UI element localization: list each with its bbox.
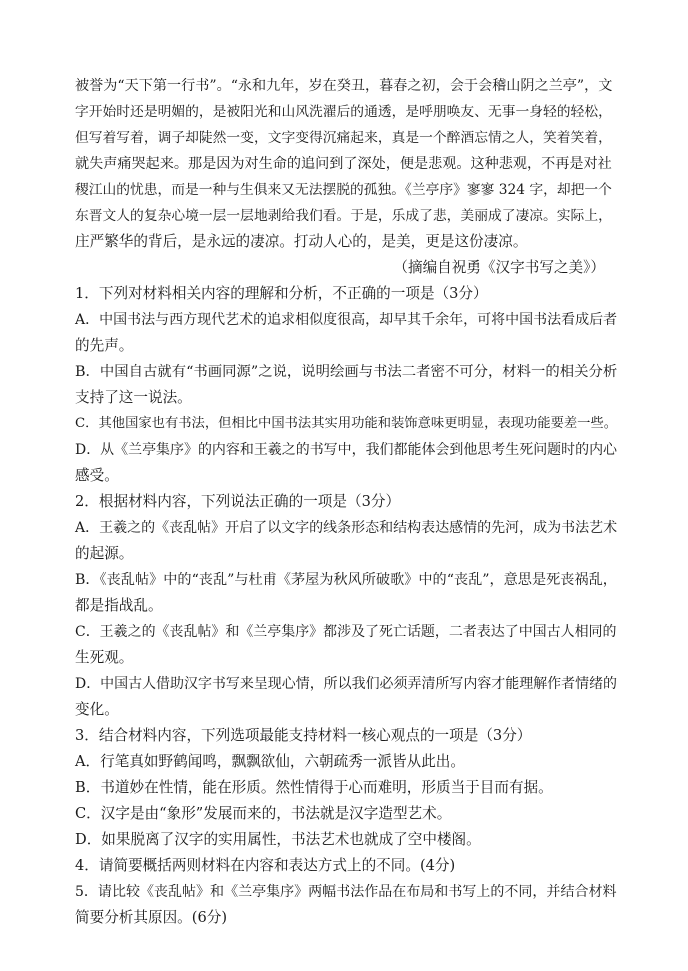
question-5-stem-cont: 简要分析其原因。(6分): [75, 909, 228, 926]
question-3-option-b: B．书道妙在性情，能在形质。然性情得于心而难明，形质当于目而有据。: [75, 779, 553, 796]
question-2-stem: 2．根据材料内容，下列说法正确的一项是（3分）: [75, 493, 401, 510]
question-1-option-a: A．中国书法与西方现代艺术的追求相似度很高，却早其千余年，可将中国书法看成后者: [75, 312, 618, 328]
question-4: [75, 853, 620, 879]
question-1-option-a-cont: 的先声。: [75, 337, 134, 354]
question-2-option-b-cont: 都是指战乱。: [75, 597, 163, 614]
passage-line: 被誉为“天下第一行书”。“永和九年，岁在癸丑，暮春之初，会于会稽山阴之兰亭”，文: [75, 78, 613, 94]
question-3-option-c: C．汉字是由“象形”发展而来的，书法就是汉字造型艺术。: [75, 805, 452, 822]
question-3-option-d: D．如果脱离了汉字的实用属性，书法艺术也就成了空中楼阁。: [75, 831, 481, 848]
question-2-option-d: D．中国古人借助汉字书写来呈现心情，所以我们必须弄清所写内容才能理解作者情绪的: [75, 676, 618, 692]
question-2-option-c-cont: 生死观。: [75, 649, 134, 666]
question-1: [75, 281, 620, 489]
passage-line: 稷江山的忧患，而是一种与生俱来又无法摆脱的孤独。《兰亭序》寥寥 324 字，却把一个: [75, 182, 612, 198]
question-1-option-b-cont: 支持了这一说法。: [75, 389, 192, 406]
question-2: [75, 489, 620, 723]
question-3-option-a: A．行笔真如野鹤闻鸣，飘飘欲仙，六朝疏秀一派皆从此出。: [75, 753, 465, 770]
question-2-option-c: C．王羲之的《丧乱帖》和《兰亭集序》都涉及了死亡话题，二者表达了中国古人相同的: [75, 624, 617, 640]
question-1-option-b: B．中国自古就有“书画同源”之说，说明绘画与书法二者密不可分，材料一的相关分析: [75, 364, 618, 380]
question-4-stem: 4．请简要概括两则材料在内容和表达方式上的不同。(4分): [75, 857, 456, 874]
passage-paragraph: [75, 73, 615, 255]
question-2-option-a: A．王羲之的《丧乱帖》开启了以文字的线条形态和结构表达感情的先河，成为书法艺术: [75, 520, 618, 536]
question-3: [75, 723, 620, 853]
question-3-stem: 3．结合材料内容，下列选项最能支持材料一核心观点的一项是（3分）: [75, 727, 532, 744]
question-2-option-a-cont: 的起源。: [75, 545, 134, 562]
passage-line: 但写着写着，调子却陡然一变，文字变得沉痛起来，真是一个醉酒忘情之人，笑着笑着，: [75, 130, 612, 146]
passage-line: 字开始时还是明媚的，是被阳光和山风洗濯后的通透，是呼朋唤友、无事一身轻的轻松，: [75, 104, 612, 120]
question-1-option-c: C．其他国家也有书法，但相比中国书法其实用功能和装饰意味更明显，表现功能要差一些。: [75, 416, 618, 431]
question-2-option-d-cont: 变化。: [75, 701, 119, 718]
passage-source: （摘编自祝勇《汉字书写之美》）: [393, 259, 605, 276]
passage-line: 东晋文人的复杂心境一层一层地剥给我们看。于是，乐成了悲，美丽成了凄凉。实际上，: [75, 208, 612, 224]
question-5: [75, 879, 620, 931]
question-1-stem: 1．下列对材料相关内容的理解和分析，不正确的一项是（3分）: [75, 285, 488, 302]
question-1-option-d: D．从《兰亭集序》的内容和王羲之的书写中，我们都能体会到他思考生死问题时的内心: [75, 442, 618, 458]
question-1-option-d-cont: 感受。: [75, 467, 119, 484]
passage-line: 就失声痛哭起来。那是因为对生命的追问到了深处，便是悲观。这种悲观，不再是对社: [75, 156, 612, 172]
passage-line: 庄严繁华的背后，是永远的凄凉。打动人心的，是美，更是这份凄凉。: [75, 233, 528, 250]
question-5-stem: 5．请比较《丧乱帖》和《兰亭集序》两幅书法作品在布局和书写上的不同，并结合材料: [75, 884, 617, 900]
question-2-option-b: B．《丧乱帖》中的“丧乱”与杜甫《茅屋为秋风所破歌》中的“丧乱”，意思是死丧祸乱，: [75, 572, 617, 588]
